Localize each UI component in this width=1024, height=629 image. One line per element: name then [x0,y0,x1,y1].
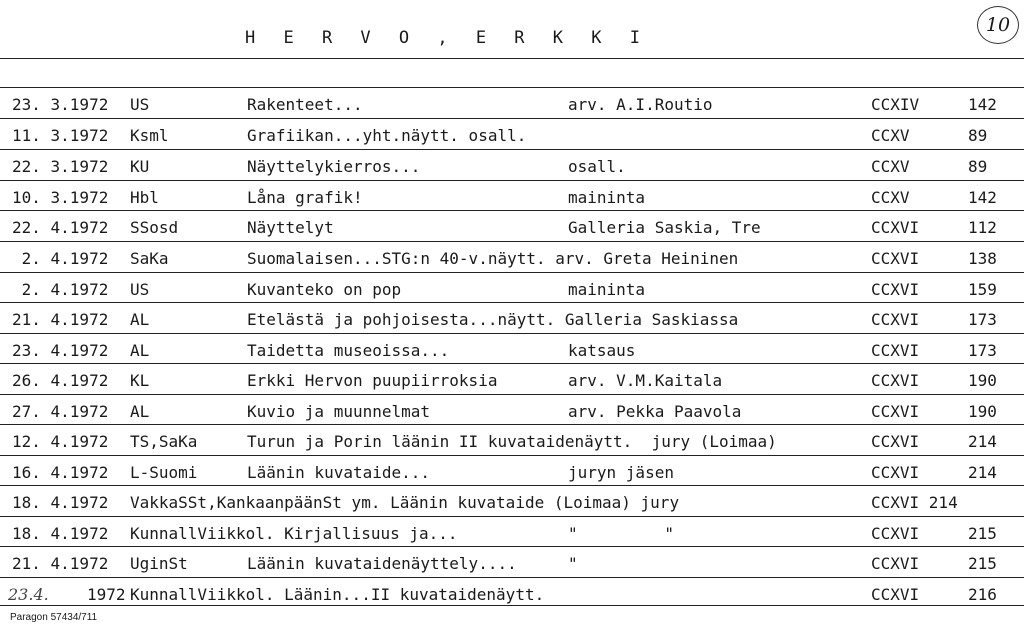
cell-page: 112 [968,218,997,237]
cell-date: 2. 4.1972 [12,280,109,299]
cell-page: 142 [968,95,997,114]
row-divider [0,605,1024,606]
header-rule [0,58,1024,59]
cell-source: UginSt [130,554,188,573]
cell-volume: CCXVI [871,524,920,543]
cell-title: Låna grafik! [247,188,363,207]
handwritten-date: 23.4. [8,585,49,604]
cell-source: AL [130,341,150,360]
table-row [0,211,1024,242]
cell-title: Suomalaisen...STG:n 40-v.näytt. arv. Greta Heininen [247,249,739,268]
cell-source: TS,SaKa [130,432,198,451]
table-row [0,364,1024,395]
cell-volume: CCXVI [871,371,920,390]
cell-source: AL [130,310,150,329]
cell-title: Taidetta museoissa... [247,341,450,360]
print-footer: Paragon 57434/711 [10,612,98,623]
cell-page: 89 [968,126,988,145]
cell-title: Etelästä ja pohjoisesta...näytt. Galleria Saskiassa [247,310,739,329]
table-row [0,273,1024,304]
cell-date: 10. 3.1972 [12,188,109,207]
cell-page: 215 [968,524,997,543]
cell-page: 214 [968,432,997,451]
cell-date: 1972 [87,585,126,604]
cell-volume: CCXVI [871,341,920,360]
cell-source: Ksml [130,126,169,145]
table-row [0,334,1024,365]
cell-note: " " [568,524,674,543]
cell-page: 159 [968,280,997,299]
cell-volume: CCXVI [871,463,920,482]
cell-title: Turun ja Porin läänin II kuvataidenäytt. jury (Loimaa) [247,432,777,451]
cell-page: 173 [968,310,997,329]
cell-date: 22. 4.1972 [12,218,109,237]
cell-date: 11. 3.1972 [12,126,109,145]
cell-page: 190 [968,402,997,421]
cell-title: Kuvio ja muunnelmat [247,402,431,421]
cell-note: mainintа [568,188,646,207]
cell-source: US [130,95,150,114]
cell-source: KL [130,371,150,390]
table-row [0,119,1024,150]
cell-date: 26. 4.1972 [12,371,109,390]
cell-volume: CCXVI [871,585,920,604]
cell-page: 138 [968,249,997,268]
cell-volume: CCXVI [871,554,920,573]
cell-note: mainintа [568,280,646,299]
cell-note: arv. A.I.Routio [568,95,713,114]
cell-page: 173 [968,341,997,360]
cell-date: 21. 4.1972 [12,310,109,329]
table-row [0,425,1024,456]
cell-note: arv. Pekka Paavola [568,402,742,421]
cell-page: 216 [968,585,997,604]
cell-date: 23. 3.1972 [12,95,109,114]
cell-source: SSosd [130,218,179,237]
cell-volume: CCXV [871,126,910,145]
table-row [0,181,1024,212]
cell-note: " [568,554,578,573]
cell-date: 2. 4.1972 [12,249,109,268]
cell-date: 12. 4.1972 [12,432,109,451]
cell-volume: CCXV [871,188,910,207]
cell-source: KunnallViikkol. Kirjallisuus ja... [130,524,458,543]
cell-title: Läänin kuvataide... [247,463,431,482]
cell-title: Näyttelykierros... [247,157,421,176]
cell-source: KU [130,157,150,176]
cell-source: Hbl [130,188,159,207]
table-row [0,395,1024,426]
cell-page: 89 [968,157,988,176]
cell-date: 27. 4.1972 [12,402,109,421]
cell-note: arv. V.M.Kaitala [568,371,723,390]
cell-title: Rakenteet... [247,95,363,114]
cell-date: 18. 4.1972 [12,524,109,543]
table-row [0,242,1024,273]
cell-date: 21. 4.1972 [12,554,109,573]
card-number-badge: 10 [977,6,1019,44]
card-title: H E R V O , E R K K I [245,28,649,48]
cell-source: US [130,280,150,299]
cell-volume: CCXV [871,157,910,176]
table-row [0,88,1024,119]
cell-source: AL [130,402,150,421]
cell-volume: CCXVI [871,432,920,451]
cell-volume: CCXVI [871,310,920,329]
cell-date: 16. 4.1972 [12,463,109,482]
cell-volume: CCXVI [871,402,920,421]
cell-source: L-Suomi [130,463,198,482]
cell-title: Näyttelyt [247,218,334,237]
cell-source: KunnallViikkol. Läänin...II kuvataidenäytt. [130,585,545,604]
cell-note: Galleria Saskia, Tre [568,218,761,237]
cell-date: 23. 4.1972 [12,341,109,360]
cell-volume: CCXIV [871,95,920,114]
table-row [0,456,1024,487]
cell-source: VakkaSSt,KankaanpäänSt ym. Läänin kuvataide (Loimaa) jury [130,493,680,512]
table-row [0,517,1024,548]
table-row [0,303,1024,334]
cell-volume: CCXVI [871,249,920,268]
cell-volume: CCXVI 214 [871,493,958,512]
cell-title: Kuvanteko on pop [247,280,402,299]
cell-date: 22. 3.1972 [12,157,109,176]
cell-title: Grafiikan...yht.näytt. osall. [247,126,527,145]
table-row [0,547,1024,578]
table-row [0,486,1024,517]
cell-note: osall. [568,157,626,176]
cell-source: SaKa [130,249,169,268]
table-row [0,150,1024,181]
cell-date: 18. 4.1972 [12,493,109,512]
cell-title: Erkki Hervon puupiirroksia [247,371,498,390]
cell-note: katsaus [568,341,636,360]
cell-volume: CCXVI [871,280,920,299]
cell-note: juryn jäsen [568,463,674,482]
cell-title: Läänin kuvataidenäyttely.... [247,554,517,573]
cell-volume: CCXVI [871,218,920,237]
cell-page: 190 [968,371,997,390]
cell-page: 215 [968,554,997,573]
cell-page: 214 [968,463,997,482]
cell-page: 142 [968,188,997,207]
